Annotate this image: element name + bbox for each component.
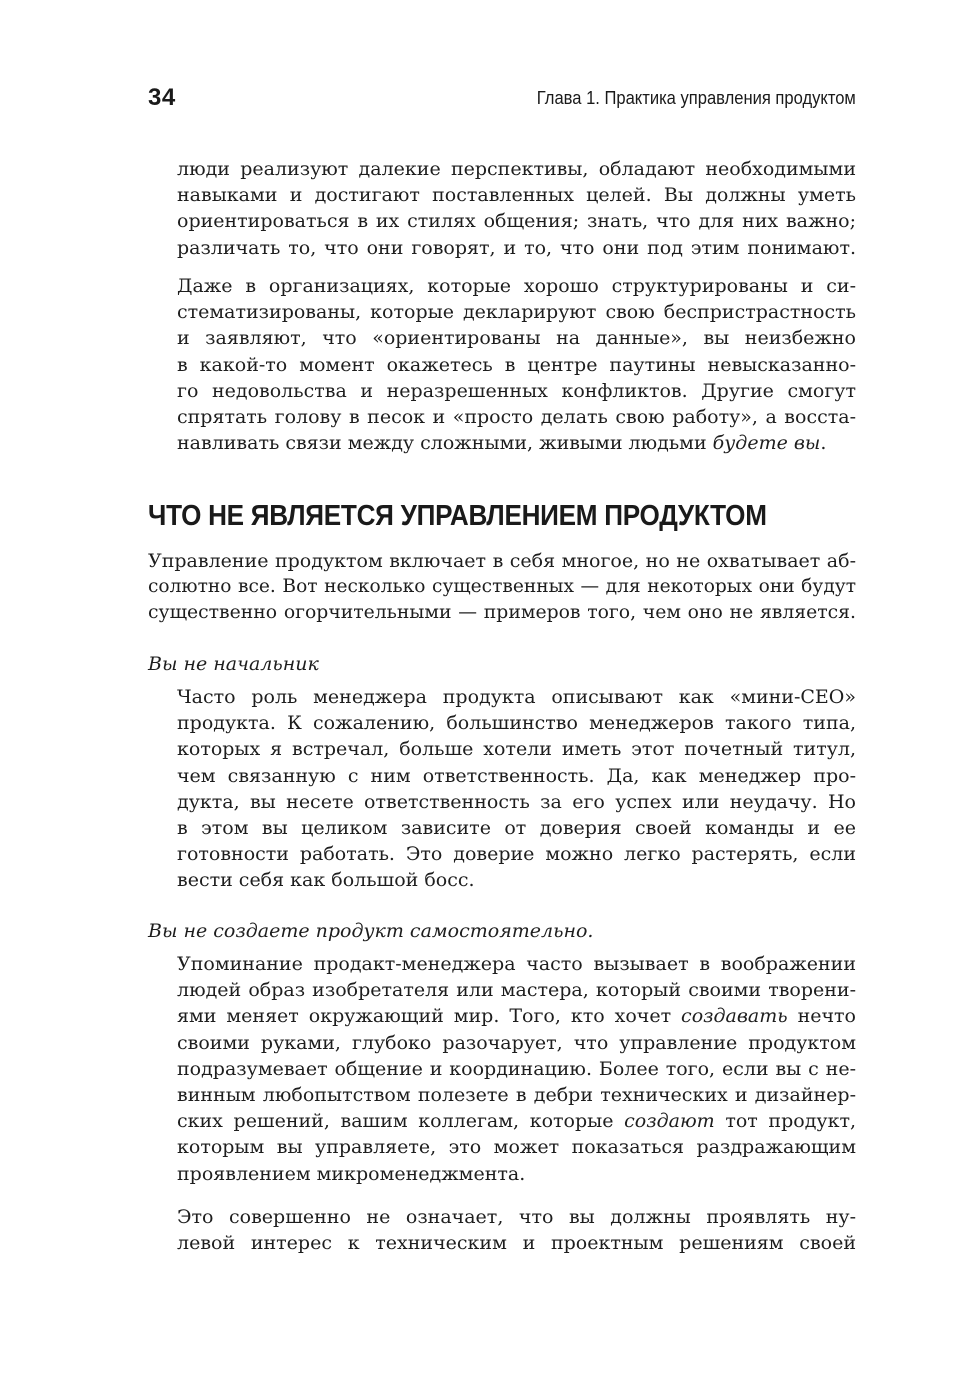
text-line: дукта, вы несете ответственность за его успех или неудачу. Но: [177, 790, 856, 813]
page-number: 34: [148, 84, 176, 111]
text-fragment: ских решений, вашим коллегам, которые: [177, 1110, 625, 1133]
paragraph-organizations: [177, 273, 856, 456]
emphasis-text: создавать: [681, 1005, 788, 1028]
text-fragment: тот продукт,: [714, 1110, 856, 1133]
text-line: проявлением микроменеджмента.: [177, 1162, 526, 1185]
text-fragment: навливать связи между сложными, живыми людьми: [177, 432, 713, 455]
text-line: Часто роль менеджера продукта описывают как «мини-CEO»: [177, 686, 856, 708]
emphasis-text: создают: [624, 1110, 715, 1133]
text-line: левой интерес к техническим и проектным решениям своей: [177, 1232, 856, 1255]
text-line: стематизированы, которые декларируют свою беспристрастность: [177, 301, 856, 324]
text-fragment: .: [820, 432, 827, 455]
text-line: го недовольства и неразрешенных конфликтов. Другие смогут: [177, 379, 856, 402]
text-line: Управление продуктом включает в себя многое, но не охватывает аб-: [148, 550, 856, 572]
item-title-not-alone: Вы не создаете продукт самостоятельно.: [148, 920, 594, 942]
text-line: продукта. К сожалению, большинство менеджеров такого типа,: [177, 712, 856, 735]
text-line: ориентироваться в их стилях общения; знать, что для них важно;: [177, 210, 856, 233]
text-line: Это совершенно не означает, что вы должны проявлять ну-: [177, 1206, 856, 1228]
item-title-not-boss: Вы не начальник: [148, 653, 319, 675]
text-line: винным любопытством полезете в дебри технических и дизайнер-: [177, 1084, 856, 1107]
text-line: которых я встречал, больше хотели иметь этот почетный титул,: [177, 738, 856, 761]
text-line: готовности работать. Это доверие можно легко растерять, если: [177, 843, 856, 866]
text-line: солютно все. Вот несколько существенных — для некоторых они будут: [148, 576, 856, 598]
paragraph-final: [177, 1204, 856, 1256]
chapter-title: Глава 1. Практика управления продуктом: [536, 88, 856, 108]
text-line: различать то, что они говорят, и то, что они под этим понимают.: [177, 236, 856, 259]
emphasis-text: будете вы: [712, 432, 821, 455]
text-line: подразумевает общение и координацию. Более того, если вы с не-: [177, 1057, 856, 1080]
paragraph-continued: [177, 156, 856, 261]
text-line: своими руками, глубоко разочарует, что управление продуктом: [177, 1031, 856, 1054]
section-intro: [148, 548, 856, 627]
text-line: и заявляют, что «ориентированы на данные», вы неизбежно: [177, 327, 856, 350]
text-line: навыками и достигают поставленных целей. Вы должны уметь: [177, 184, 856, 207]
text-line: Даже в организациях, которые хорошо структурированы и си-: [177, 275, 856, 297]
text-line: чем связанную с ним ответственность. Да, как менеджер про-: [177, 764, 856, 787]
text-line: спрятать голову в песок и «просто делать свою работу», а восста-: [177, 406, 856, 429]
text-line: [177, 1108, 856, 1134]
text-line: существенно огорчительными — примеров того, чем оно не является.: [148, 602, 856, 624]
text-line: людей образ изобретателя или мастера, который своими творени-: [177, 979, 856, 1002]
item-body-not-boss: [177, 684, 856, 894]
text-line: [177, 1003, 856, 1029]
text-line: которым вы управляете, это может показаться раздражающим: [177, 1136, 856, 1159]
text-fragment: нечто: [787, 1005, 856, 1028]
text-fragment: ями меняет окружающий мир. Того, кто хочет: [177, 1005, 682, 1028]
section-heading: ЧТО НЕ ЯВЛЯЕТСЯ УПРАВЛЕНИЕМ ПРОДУКТОМ: [148, 500, 767, 532]
item-body-not-alone: [177, 951, 856, 1187]
text-line: [177, 430, 856, 456]
running-header: [148, 84, 856, 114]
text-line: вести себя как большой босс.: [177, 869, 475, 892]
text-line: в какой-то момент окажетесь в центре паутины невысказанно-: [177, 353, 856, 376]
text-line: Упоминание продакт-менеджера часто вызывает в воображении: [177, 953, 856, 975]
text-line: люди реализуют далекие перспективы, обладают необходимыми: [177, 158, 856, 180]
text-line: в этом вы целиком зависите от доверия своей команды и ее: [177, 817, 856, 840]
